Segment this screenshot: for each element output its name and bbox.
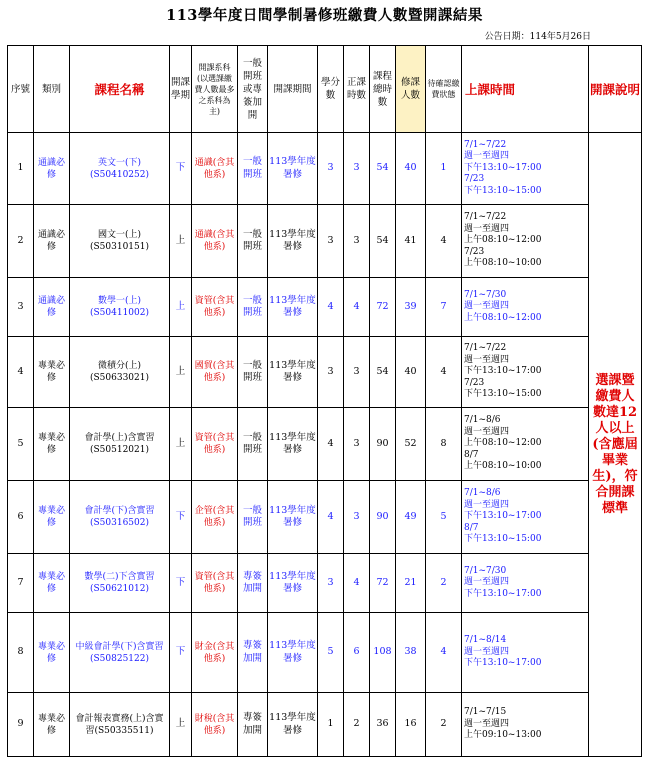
header-dept: 開課系科(以選課繳費人數最多之系科為主) bbox=[192, 46, 238, 133]
schedule-line: 上午08:10~12:00 bbox=[464, 312, 542, 323]
header-enrolled: 修課人數 bbox=[396, 46, 426, 133]
cell-dept: 通識(含其他系) bbox=[192, 205, 238, 278]
cell-pending: 2 bbox=[426, 554, 462, 613]
header-row bbox=[8, 46, 642, 133]
cell-schedule bbox=[462, 554, 589, 613]
schedule-line: 週一至週四 bbox=[464, 577, 510, 588]
schedule-line: 7/23 bbox=[464, 246, 485, 257]
table-row bbox=[8, 133, 642, 205]
cell-dept: 財金(含其他系) bbox=[192, 613, 238, 693]
cell-period: 113學年度暑修 bbox=[268, 613, 318, 693]
cell-schedule bbox=[462, 205, 589, 278]
schedule-line: 週一至週四 bbox=[464, 718, 510, 729]
cell-type: 一般開班 bbox=[238, 481, 268, 554]
schedule-line: 下午13:10~15:00 bbox=[464, 534, 542, 545]
cell-period: 113學年度暑修 bbox=[268, 337, 318, 408]
schedule-line: 7/1~8/6 bbox=[464, 488, 501, 499]
cell-enrolled: 40 bbox=[396, 133, 426, 205]
course-table bbox=[7, 45, 642, 757]
cell-credits: 3 bbox=[318, 337, 344, 408]
table-row bbox=[8, 205, 642, 278]
cell-enrolled: 40 bbox=[396, 337, 426, 408]
cell-category: 專業必修 bbox=[34, 337, 70, 408]
cell-course: 中級會計學(下)含實習(S50825122) bbox=[70, 613, 170, 693]
cell-seq: 6 bbox=[8, 481, 34, 554]
schedule-line: 上午08:10~12:00 bbox=[464, 438, 542, 449]
schedule-line: 週一至週四 bbox=[464, 499, 510, 510]
cell-enrolled: 38 bbox=[396, 613, 426, 693]
cell-period: 113學年度暑修 bbox=[268, 133, 318, 205]
schedule-line: 週一至週四 bbox=[464, 301, 510, 312]
cell-course: 微積分(上)(S50633021) bbox=[70, 337, 170, 408]
cell-category: 通識必修 bbox=[34, 205, 70, 278]
cell-hours: 3 bbox=[344, 133, 370, 205]
schedule-line: 週一至週四 bbox=[464, 223, 510, 234]
cell-schedule bbox=[462, 337, 589, 408]
cell-period: 113學年度暑修 bbox=[268, 554, 318, 613]
cell-credits: 3 bbox=[318, 133, 344, 205]
cell-pending: 7 bbox=[426, 278, 462, 337]
cell-type: 專簽加開 bbox=[238, 693, 268, 757]
table-row bbox=[8, 408, 642, 481]
schedule-line: 7/1~7/30 bbox=[464, 565, 507, 576]
cell-seq: 9 bbox=[8, 693, 34, 757]
header-credits: 學分數 bbox=[318, 46, 344, 133]
cell-pending: 8 bbox=[426, 408, 462, 481]
schedule-line: 上午08:10~12:00 bbox=[464, 235, 542, 246]
header-pending: 待確認繳費狀態 bbox=[426, 46, 462, 133]
cell-course: 會計學(下)含實習(S50316502) bbox=[70, 481, 170, 554]
cell-period: 113學年度暑修 bbox=[268, 205, 318, 278]
cell-dept: 通識(含其他系) bbox=[192, 133, 238, 205]
cell-hours: 3 bbox=[344, 408, 370, 481]
schedule-line: 7/23 bbox=[464, 174, 485, 185]
schedule-line: 下午13:10~17:00 bbox=[464, 658, 542, 669]
cell-pending: 4 bbox=[426, 613, 462, 693]
cell-course: 數學一(上)(S50411002) bbox=[70, 278, 170, 337]
cell-semester: 上 bbox=[170, 337, 192, 408]
page-title: 113學年度日間學制暑修班繳費人數暨開課結果 bbox=[166, 7, 483, 24]
cell-total-hours: 54 bbox=[370, 337, 396, 408]
schedule-line: 7/1~7/15 bbox=[464, 707, 507, 718]
cell-seq: 4 bbox=[8, 337, 34, 408]
cell-category: 專業必修 bbox=[34, 408, 70, 481]
cell-category: 專業必修 bbox=[34, 613, 70, 693]
cell-schedule bbox=[462, 408, 589, 481]
cell-schedule bbox=[462, 693, 589, 757]
schedule-line: 下午13:10~17:00 bbox=[464, 588, 542, 599]
cell-pending: 5 bbox=[426, 481, 462, 554]
cell-schedule bbox=[462, 278, 589, 337]
cell-type: 一般開班 bbox=[238, 337, 268, 408]
cell-type: 一般開班 bbox=[238, 133, 268, 205]
cell-course: 國文一(上)(S50310151) bbox=[70, 205, 170, 278]
schedule-line: 上午08:10~10:00 bbox=[464, 461, 542, 472]
header-total-hours: 課程總時數 bbox=[370, 46, 396, 133]
cell-total-hours: 108 bbox=[370, 613, 396, 693]
table-row bbox=[8, 481, 642, 554]
cell-semester: 下 bbox=[170, 613, 192, 693]
cell-course: 會計報表實務(上)含實習(S50335511) bbox=[70, 693, 170, 757]
cell-enrolled: 41 bbox=[396, 205, 426, 278]
cell-hours: 4 bbox=[344, 554, 370, 613]
cell-semester: 上 bbox=[170, 278, 192, 337]
schedule-line: 下午13:10~17:00 bbox=[464, 366, 542, 377]
header-type: 一般開班或專簽加開 bbox=[238, 46, 268, 133]
cell-hours: 3 bbox=[344, 205, 370, 278]
table-row bbox=[8, 554, 642, 613]
cell-period: 113學年度暑修 bbox=[268, 278, 318, 337]
schedule-line: 7/1~8/14 bbox=[464, 635, 507, 646]
schedule-line: 7/23 bbox=[464, 377, 485, 388]
cell-semester: 上 bbox=[170, 408, 192, 481]
cell-credits: 3 bbox=[318, 205, 344, 278]
table-row bbox=[8, 337, 642, 408]
header-note: 開課說明 bbox=[589, 46, 642, 133]
cell-credits: 1 bbox=[318, 693, 344, 757]
cell-type: 一般開班 bbox=[238, 278, 268, 337]
cell-seq: 1 bbox=[8, 133, 34, 205]
schedule-line: 上午09:10~13:00 bbox=[464, 730, 542, 741]
cell-seq: 2 bbox=[8, 205, 34, 278]
cell-credits: 4 bbox=[318, 408, 344, 481]
cell-pending: 4 bbox=[426, 337, 462, 408]
cell-category: 專業必修 bbox=[34, 693, 70, 757]
cell-total-hours: 72 bbox=[370, 278, 396, 337]
cell-dept: 企管(含其他系) bbox=[192, 481, 238, 554]
schedule-line: 7/1~7/22 bbox=[464, 139, 507, 150]
cell-type: 一般開班 bbox=[238, 408, 268, 481]
schedule-line: 下午13:10~17:00 bbox=[464, 511, 542, 522]
cell-period: 113學年度暑修 bbox=[268, 408, 318, 481]
cell-semester: 下 bbox=[170, 481, 192, 554]
cell-enrolled: 21 bbox=[396, 554, 426, 613]
cell-semester: 下 bbox=[170, 133, 192, 205]
cell-course: 數學(二)下含實習(S50621012) bbox=[70, 554, 170, 613]
cell-schedule bbox=[462, 133, 589, 205]
cell-total-hours: 54 bbox=[370, 133, 396, 205]
schedule-line: 8/7 bbox=[464, 449, 479, 460]
header-semester: 開課學期 bbox=[170, 46, 192, 133]
header-period: 開課期間 bbox=[268, 46, 318, 133]
header-schedule: 上課時間 bbox=[462, 46, 589, 133]
schedule-line: 7/1~7/30 bbox=[464, 289, 507, 300]
cell-total-hours: 54 bbox=[370, 205, 396, 278]
cell-type: 專簽加開 bbox=[238, 613, 268, 693]
cell-hours: 3 bbox=[344, 481, 370, 554]
schedule-line: 週一至週四 bbox=[464, 646, 510, 657]
cell-hours: 4 bbox=[344, 278, 370, 337]
cell-enrolled: 49 bbox=[396, 481, 426, 554]
schedule-line: 7/1~7/22 bbox=[464, 212, 507, 223]
schedule-line: 下午13:10~15:00 bbox=[464, 185, 542, 196]
cell-type: 一般開班 bbox=[238, 205, 268, 278]
cell-note: 選課暨繳費人數達12人以上(含應屆畢業生)，符合開課標準 bbox=[589, 133, 642, 757]
schedule-line: 週一至週四 bbox=[464, 426, 510, 437]
cell-credits: 3 bbox=[318, 554, 344, 613]
notice-date: 公告日期：114年5月26日 bbox=[484, 32, 591, 42]
cell-schedule bbox=[462, 481, 589, 554]
cell-credits: 4 bbox=[318, 481, 344, 554]
header-course: 課程名稱 bbox=[70, 46, 170, 133]
schedule-line: 7/1~7/22 bbox=[464, 343, 507, 354]
table-row bbox=[8, 278, 642, 337]
schedule-line: 週一至週四 bbox=[464, 151, 510, 162]
cell-seq: 7 bbox=[8, 554, 34, 613]
header-category: 類別 bbox=[34, 46, 70, 133]
cell-seq: 5 bbox=[8, 408, 34, 481]
cell-dept: 資管(含其他系) bbox=[192, 408, 238, 481]
cell-credits: 4 bbox=[318, 278, 344, 337]
cell-pending: 2 bbox=[426, 693, 462, 757]
cell-semester: 上 bbox=[170, 205, 192, 278]
cell-semester: 下 bbox=[170, 554, 192, 613]
cell-pending: 4 bbox=[426, 205, 462, 278]
cell-hours: 6 bbox=[344, 613, 370, 693]
cell-seq: 8 bbox=[8, 613, 34, 693]
cell-category: 專業必修 bbox=[34, 554, 70, 613]
schedule-line: 8/7 bbox=[464, 522, 479, 533]
cell-period: 113學年度暑修 bbox=[268, 693, 318, 757]
cell-course: 英文一(下)(S50410252) bbox=[70, 133, 170, 205]
schedule-line: 週一至週四 bbox=[464, 354, 510, 365]
schedule-line: 7/1~8/6 bbox=[464, 415, 501, 426]
cell-period: 113學年度暑修 bbox=[268, 481, 318, 554]
cell-schedule bbox=[462, 613, 589, 693]
cell-pending: 1 bbox=[426, 133, 462, 205]
schedule-line: 下午13:10~15:00 bbox=[464, 389, 542, 400]
cell-credits: 5 bbox=[318, 613, 344, 693]
cell-enrolled: 16 bbox=[396, 693, 426, 757]
cell-enrolled: 52 bbox=[396, 408, 426, 481]
cell-hours: 2 bbox=[344, 693, 370, 757]
cell-type: 專簽加開 bbox=[238, 554, 268, 613]
cell-dept: 財稅(含其他系) bbox=[192, 693, 238, 757]
cell-seq: 3 bbox=[8, 278, 34, 337]
cell-category: 專業必修 bbox=[34, 481, 70, 554]
cell-total-hours: 90 bbox=[370, 408, 396, 481]
cell-enrolled: 39 bbox=[396, 278, 426, 337]
cell-dept: 資管(含其他系) bbox=[192, 554, 238, 613]
cell-category: 通識必修 bbox=[34, 133, 70, 205]
schedule-line: 下午13:10~17:00 bbox=[464, 162, 542, 173]
cell-total-hours: 36 bbox=[370, 693, 396, 757]
header-seq: 序號 bbox=[8, 46, 34, 133]
header-hours: 正課時數 bbox=[344, 46, 370, 133]
cell-semester: 上 bbox=[170, 693, 192, 757]
cell-course: 會計學(上)含實習(S50512021) bbox=[70, 408, 170, 481]
cell-category: 通識必修 bbox=[34, 278, 70, 337]
table-row bbox=[8, 613, 642, 693]
table-row bbox=[8, 693, 642, 757]
cell-dept: 資管(含其他系) bbox=[192, 278, 238, 337]
cell-hours: 3 bbox=[344, 337, 370, 408]
cell-total-hours: 90 bbox=[370, 481, 396, 554]
cell-total-hours: 72 bbox=[370, 554, 396, 613]
cell-dept: 國貿(含其他系) bbox=[192, 337, 238, 408]
schedule-line: 上午08:10~10:00 bbox=[464, 258, 542, 269]
